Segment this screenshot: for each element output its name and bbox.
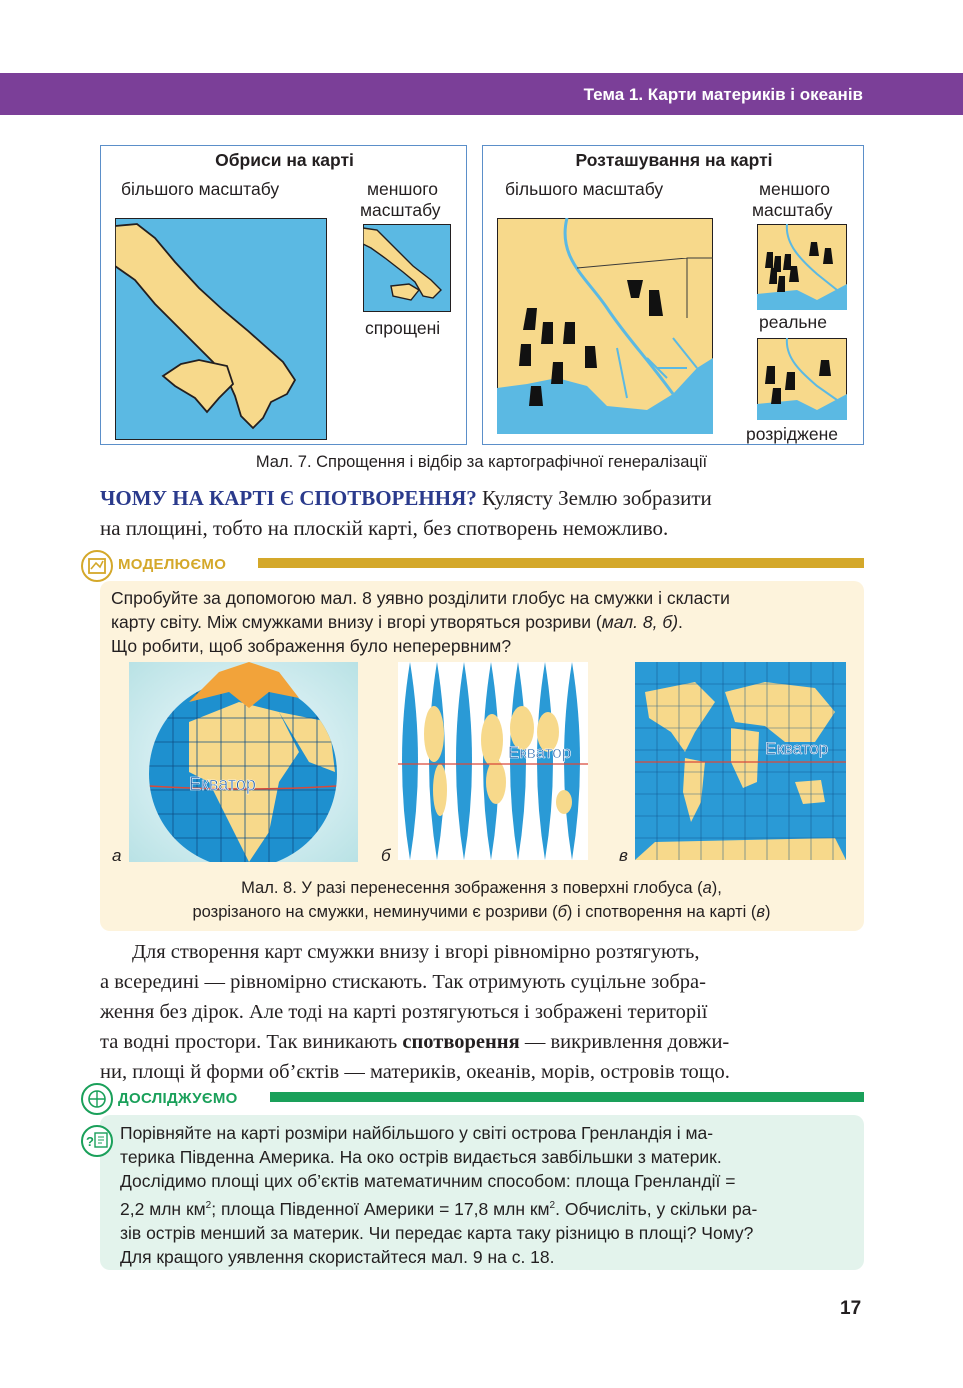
- chapter-header: [0, 73, 963, 115]
- placement-panel-title: Розташування на карті: [575, 150, 773, 170]
- superscript-2: 2: [549, 1199, 556, 1211]
- outline-panel-title: Обриси на карті: [215, 150, 354, 170]
- modeling-icon: [80, 549, 114, 583]
- fig8-label-c: в: [619, 846, 628, 865]
- research-label: ДОСЛІДЖУЄМО: [118, 1090, 238, 1107]
- research-line-5: зів острів менший за материк. Чи передає карта таку різницю в площі? Чому?: [120, 1222, 754, 1243]
- fig8-label-b: б: [381, 846, 391, 865]
- larger-scale-label: більшого масштабу: [121, 179, 280, 199]
- distortion-term: спотворення: [402, 1031, 520, 1053]
- fig8-caption-ref-a: а: [702, 879, 712, 897]
- modeling-line-1: Спробуйте за допомогою мал. 8 уявно розділити глобус на смужки і скласти: [111, 588, 730, 608]
- research-icon: [80, 1082, 114, 1116]
- superscript-2: 2: [205, 1199, 212, 1211]
- smaller-scale-label-1: меншого: [367, 179, 438, 199]
- simplified-label: спрощені: [365, 318, 441, 338]
- fig7-caption: Мал. 7. Спрощення і відбір за картографічної генералізації: [255, 453, 708, 471]
- question-icon: [80, 1124, 118, 1158]
- fig8-label-a: а: [112, 846, 122, 865]
- globe-equator-label: Екватор: [189, 774, 256, 794]
- modeling-band: [258, 558, 864, 568]
- svg-text:?: ?: [86, 1134, 94, 1149]
- fig7-placement-panel: [482, 145, 864, 445]
- larger-scale-label: більшого масштабу: [505, 179, 664, 199]
- smaller-scale-label-2: масштабу: [752, 200, 833, 220]
- fig8-caption-1b: ),: [711, 879, 722, 897]
- italy-small-map: [363, 224, 451, 312]
- gores-equator-label: Екватор: [508, 743, 572, 762]
- distortion-text-1: Кулясту Землю зобразити: [476, 486, 712, 510]
- italy-large-map: [115, 218, 327, 440]
- world-map-image: [635, 662, 846, 860]
- fig8-caption-2a: розрізаного на смужки, неминучими є розриви (: [192, 903, 558, 921]
- research-line-4c: . Обчисліть, у скільки ра-: [555, 1198, 758, 1219]
- fig8-caption-ref-c: в: [756, 903, 765, 921]
- body-line-2: а всередині — рівномірно стискають. Так отримують суцільне зобра-: [100, 971, 706, 993]
- distortion-paragraph: [100, 483, 870, 543]
- sparse-label: розріджене: [746, 424, 838, 444]
- body-paragraph: [100, 937, 870, 1087]
- body-line-5: ни, площі й форми об’єктів — материків, океанів, морів, островів тощо.: [100, 1061, 730, 1083]
- research-band: [270, 1092, 864, 1102]
- research-line-2: терика Південна Америка. На око острів видається завбільшки з материк.: [120, 1147, 722, 1168]
- modeling-text: [111, 586, 861, 659]
- modeling-ref: мал. 8, б): [601, 612, 679, 633]
- smaller-scale-label-1: меншого: [759, 179, 830, 199]
- body-line-4b: — викривлення довжи-: [519, 1031, 730, 1053]
- fig8-caption-2c: ): [765, 903, 771, 921]
- research-line-4a: 2,2 млн км: [120, 1198, 206, 1219]
- modeling-line-2b: .: [678, 612, 683, 633]
- smaller-scale-label-2: масштабу: [360, 200, 441, 220]
- page-number: 17: [840, 1298, 862, 1319]
- modeling-label: МОДЕЛЮЄМО: [118, 556, 227, 573]
- map-equator-label: Екватор: [765, 739, 829, 758]
- research-text: [120, 1121, 862, 1269]
- research-line-3: Дослідимо площі цих об’єктів математичним способом: площа Гренландії =: [120, 1171, 736, 1192]
- body-line-3: ження без дірок. Але тоді на карті розтягуються і зображені території: [100, 1001, 708, 1023]
- distortion-heading: ЧОМУ НА КАРТІ Є СПОТВОРЕННЯ?: [100, 486, 477, 510]
- real-label: реальне: [759, 312, 827, 332]
- delta-real-map: [757, 224, 847, 310]
- globe-image: [129, 662, 358, 862]
- gores-image: [398, 662, 588, 860]
- fig7-outline-panel: [100, 145, 467, 445]
- delta-large-map: [497, 218, 713, 434]
- body-line-4a: та водні простори. Так виникають: [100, 1031, 403, 1053]
- delta-sparse-map: [757, 338, 847, 420]
- fig8-caption-2b: ) і спотворення на карті (: [566, 903, 757, 921]
- chapter-title: Тема 1. Карти материків і океанів: [583, 85, 863, 104]
- body-line-1: Для створення карт смужки внизу і вгорі рівномірно розтягують,: [132, 941, 700, 963]
- research-line-4b: ; площа Південної Америки = 17,8 млн км: [211, 1198, 550, 1219]
- modeling-line-2a: карту світу. Між смужками внизу і вгорі утворяться розриви (: [111, 612, 602, 633]
- fig8-caption: [0, 876, 963, 924]
- research-line-6: Для кращого уявлення скористайтеся мал. 9 на с. 18.: [120, 1246, 555, 1267]
- research-line-1: Порівняйте на карті розміри найбільшого у світі острова Гренландія і ма-: [120, 1123, 714, 1143]
- fig8-caption-1a: Мал. 8. У разі перенесення зображення з поверхні глобуса (: [241, 879, 703, 897]
- modeling-line-3: Що робити, щоб зображення було неперервним?: [111, 636, 512, 657]
- distortion-text-2: на площині, тобто на плоскій карті, без спотворень неможливо.: [100, 516, 669, 540]
- fig8-caption-ref-b: б: [557, 903, 567, 921]
